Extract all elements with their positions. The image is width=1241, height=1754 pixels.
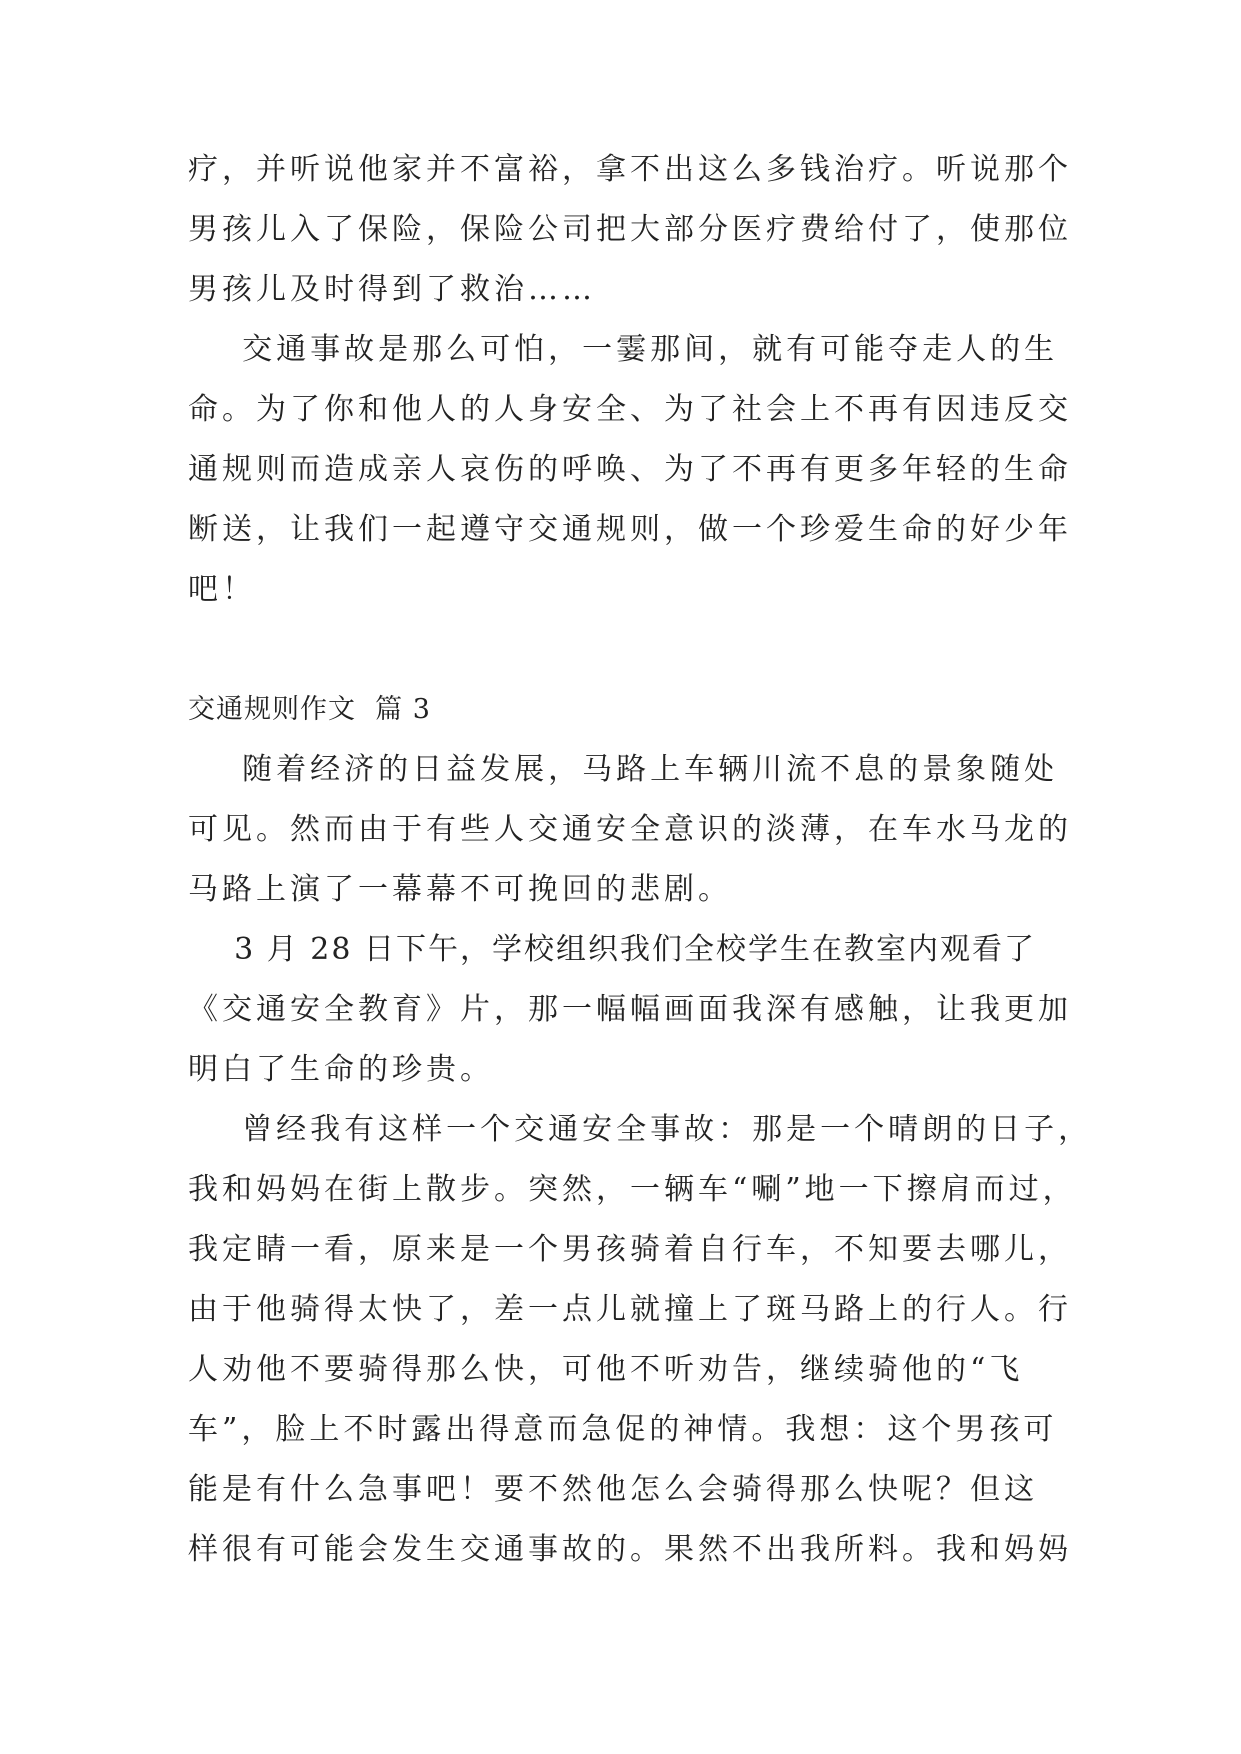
section-title: 交通规则作文 篇 3 [188, 694, 431, 725]
text-line: 男孩儿及时得到了救治…… [188, 272, 596, 307]
paragraph-block-2 [188, 740, 1093, 1580]
text-line: 车”，脸上不时露出得意而急促的神情。我想：这个男孩可 [188, 1412, 1058, 1447]
text-line: 样很有可能会发生交通事故的。果然不出我所料。我和妈妈 [188, 1532, 1072, 1567]
text-line: 命。为了你和他人的人身安全、为了社会上不再有因违反交 [188, 392, 1072, 427]
text-line: 男孩儿入了保险，保险公司把大部分医疗费给付了，使那位 [188, 212, 1072, 247]
text-line: 曾经我有这样一个交通安全事故：那是一个晴朗的日子， [188, 1112, 1093, 1147]
text-line: 我定睛一看，原来是一个男孩骑着自行车，不知要去哪儿， [188, 1232, 1072, 1267]
text-line: 随着经济的日益发展，马路上车辆川流不息的景象随处 [188, 752, 1059, 787]
text-line: 能是有什么急事吧！要不然他怎么会骑得那么快呢？但这 [188, 1472, 1038, 1507]
text-line: 《交通安全教育》片，那一幅幅画面我深有感触，让我更加 [188, 992, 1072, 1027]
paragraph-block-1 [188, 140, 1072, 620]
text-line: 人劝他不要骑得那么快，可他不听劝告，继续骑他的“飞 [188, 1352, 1024, 1387]
text-line: 由于他骑得太快了，差一点儿就撞上了斑马路上的行人。行 [188, 1292, 1072, 1327]
document-page [188, 140, 1093, 1580]
text-line: 3 月 28 日下午，学校组织我们全校学生在教室内观看了 [188, 932, 1037, 967]
text-line: 断送，让我们一起遵守交通规则，做一个珍爱生命的好少年 [188, 512, 1072, 547]
text-line: 交通事故是那么可怕，一霎那间，就有可能夺走人的生 [188, 332, 1059, 367]
text-line: 可见。然而由于有些人交通安全意识的淡薄，在车水马龙的 [188, 812, 1072, 847]
text-line: 吧！ [188, 572, 256, 607]
text-line: 明白了生命的珍贵。 [188, 1052, 494, 1087]
section-spacer [188, 620, 1054, 680]
text-line: 我和妈妈在街上散步。突然，一辆车“唰”地一下擦肩而过， [188, 1172, 1077, 1207]
text-line: 疗，并听说他家并不富裕，拿不出这么多钱治疗。听说那个 [188, 152, 1072, 187]
text-line: 马路上演了一幕幕不可挽回的悲剧。 [188, 872, 732, 907]
text-line: 通规则而造成亲人哀伤的呼唤、为了不再有更多年轻的生命 [188, 452, 1072, 487]
